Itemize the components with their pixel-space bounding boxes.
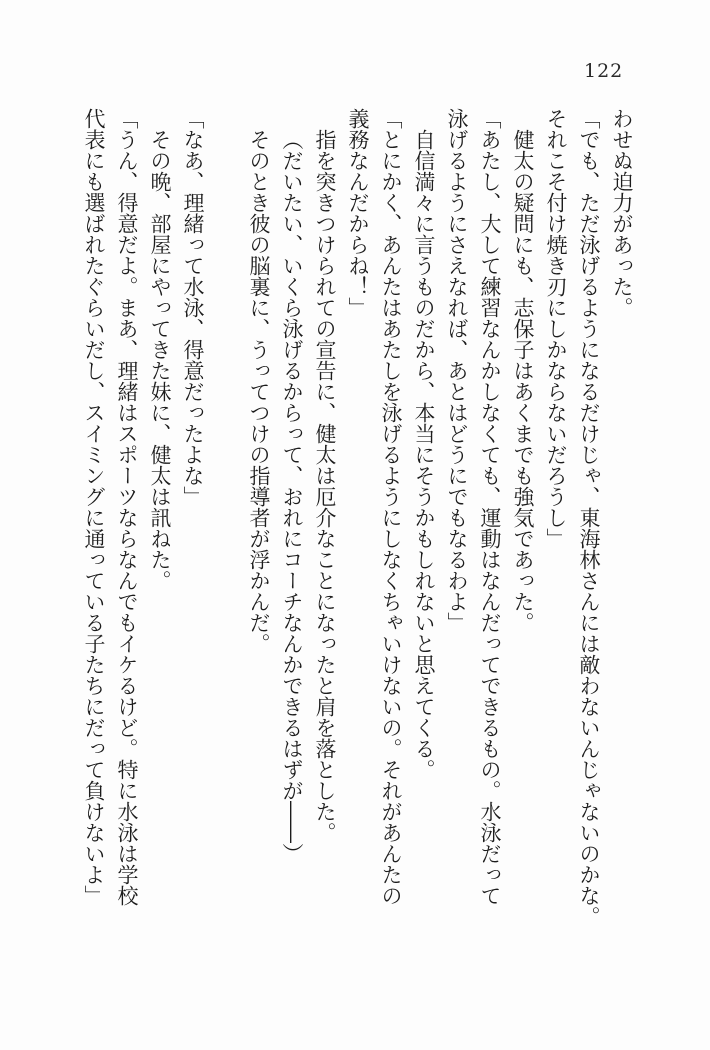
text-line: （だいたい、いくら泳げるからって、おれにコーチなんかできるはずが――） (280, 129, 304, 864)
text-line: 「でも、ただ泳げるようになるだけじゃ、東海林さんには敵わないんじゃないのかな。 (577, 108, 601, 927)
text-line: 代表にも選ばれたぐらいだし、スイミングに通っている子たちにだって負けないよ」 (82, 108, 106, 906)
text-line: 指を突きつけられての宣告に、健太は厄介なことになったと肩を落とした。 (313, 129, 337, 843)
text-line: 「あたし、大して練習なんかしなくても、運動はなんだってできるもの。水泳だって (478, 108, 502, 906)
text-block (77, 108, 638, 950)
text-line: 自信満々に言うものだから、本当にそうかもしれないと思えてくる。 (412, 129, 436, 780)
text-line: その晩、部屋にやってきた妹に、健太は訊ねた。 (148, 129, 172, 591)
text-line: そのとき彼の脳裏に、うってつけの指導者が浮かんだ。 (247, 129, 271, 654)
text-line: 「うん、得意だよ。まあ、理緒はスポーツならなんでもイケるけど。特に水泳は学校 (115, 108, 139, 906)
text-line: 義務なんだからね！」 (346, 108, 370, 318)
text-line: 「とにかく、あんたはあたしを泳げるようにしなくちゃいけないの。それがあんたの (379, 108, 403, 906)
text-line: 泳げるようにさえなれば、あとはどうにでもなるわよ」 (445, 108, 469, 633)
text-line: それこそ付け焼き刃にしかならないだろうし」 (544, 108, 568, 549)
text-line: 「なあ、理緒って水泳、得意だったよな」 (181, 108, 205, 507)
column-gap (209, 108, 242, 950)
text-line: 健太の疑問にも、志保子はあくまでも強気であった。 (511, 129, 535, 633)
page-number: 122 (584, 60, 624, 82)
text-line: わせぬ迫力があった。 (610, 108, 634, 318)
